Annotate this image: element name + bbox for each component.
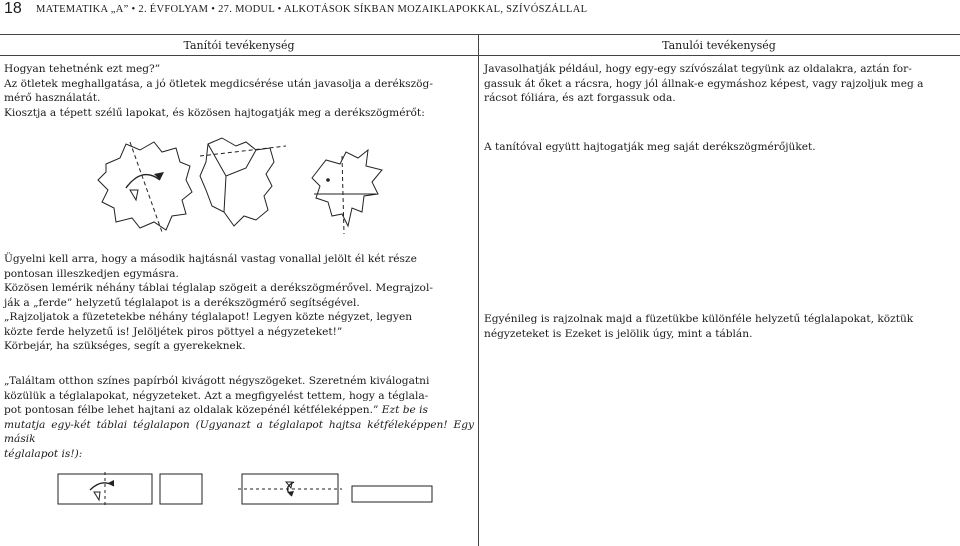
text-line: gassuk át őket a rácsra, hogy jól állnak-e egymáshoz képest, vagy rajzoljuk meg a xyxy=(484,77,924,90)
rectangle-vertical-fold-icon xyxy=(58,472,152,508)
teacher-intro-text xyxy=(4,62,474,120)
page-header xyxy=(0,0,960,22)
column-divider xyxy=(478,34,479,546)
rectangle-thin-icon xyxy=(352,486,432,502)
text-line: mutatja egy-két táblai téglalapon (Ugyanazt a téglalapot hajtsa kétféleképpen! Egy másik xyxy=(4,418,474,445)
text-line: Ügyelni kell arra, hogy a második hajtásnál vastag vonallal jelölt él két része xyxy=(4,253,417,265)
torn-sheet-icon xyxy=(98,142,192,232)
text-line: mérő használatát. xyxy=(4,92,101,104)
text-line: Egyénileg is rajzolnak majd a füzetükbe különféle helyzetű téglalapokat, köztük xyxy=(484,313,914,325)
text-line: rácsot fóliára, és azt forgassuk oda. xyxy=(484,92,676,104)
rectangle-plain-icon xyxy=(160,474,202,504)
text-line: ják a „ferde” helyzetű téglalapot is a derékszögmérő segítségével. xyxy=(4,296,360,309)
header-rule-right xyxy=(478,55,960,56)
italic-fragment: Ezt be is xyxy=(381,404,428,416)
text-line: közte ferde helyzetű is! Jelöljétek piros pöttyel a négyzeteket!” xyxy=(4,325,343,338)
student-suggestion-text xyxy=(484,62,954,106)
teacher-guidance-text xyxy=(4,252,474,354)
folded-sheet-icon xyxy=(200,138,286,226)
page-number: 18 xyxy=(4,0,22,17)
text-line: közülük a téglalapokat, négyzeteket. Azt a megfigyelést tettem, hogy a téglala- xyxy=(4,389,429,402)
text-line: Közösen lemérik néhány táblai téglalap szögeit a derékszögmérővel. Megrajzol- xyxy=(4,282,433,294)
running-title: MATEMATIKA „A” • 2. ÉVFOLYAM • 27. MODUL • ALKOTÁSOK SÍKBAN MOZAIKLAPOKKAL, SZÍVÓSZÁLLAL xyxy=(36,4,588,15)
text-line: Hogyan tehetnénk ezt meg?” xyxy=(4,63,161,75)
text-line: téglalapot is!): xyxy=(4,447,83,460)
rectangle-folds-figure xyxy=(56,472,436,512)
text-line: Körbejár, ha szükséges, segít a gyerekeknek. xyxy=(4,340,246,352)
text-line: A tanítóval együtt hajtogatják meg saját derékszögmérőjüket. xyxy=(484,141,816,153)
top-rule xyxy=(0,34,960,35)
text-line: „Rajzoljatok a füzetetekbe néhány téglalapot! Legyen közte négyzet, legyen xyxy=(4,311,413,323)
header-rule-left xyxy=(0,55,478,56)
folding-steps-figure xyxy=(96,136,386,236)
text-line: Javasolhatják például, hogy egy-egy szívószálat tegyünk az oldalakra, aztán for- xyxy=(484,63,912,75)
text-line: négyzeteket is Ezeket is jelölik úgy, mint a táblán. xyxy=(484,327,753,340)
text-fragment: pot pontosan félbe lehet hajtani az oldalak közepénél kétféleképpen.” xyxy=(4,404,379,416)
text-line xyxy=(4,403,474,418)
student-drawing-text xyxy=(484,312,954,341)
text-line: pontosan illeszkedjen egymásra. xyxy=(4,267,179,280)
text-line: Kiosztja a tépett szélű lapokat, és közösen hajtogatják meg a derékszögmérőt: xyxy=(4,106,425,119)
student-folding-text xyxy=(484,140,954,155)
right-angle-tool-icon xyxy=(312,150,382,234)
teacher-story-text xyxy=(4,374,474,461)
student-column-heading: Tanulói tevékenység xyxy=(662,39,776,52)
teacher-column-heading: Tanítói tevékenység xyxy=(183,39,295,52)
text-line: Az ötletek meghallgatása, a jó ötletek megdicsérése után javasolja a derékszög- xyxy=(4,77,433,90)
text-line: „Találtam otthon színes papírból kivágott négyszögeket. Szeretném kiválogatni xyxy=(4,375,430,387)
rectangle-horizontal-fold-icon xyxy=(238,474,342,504)
